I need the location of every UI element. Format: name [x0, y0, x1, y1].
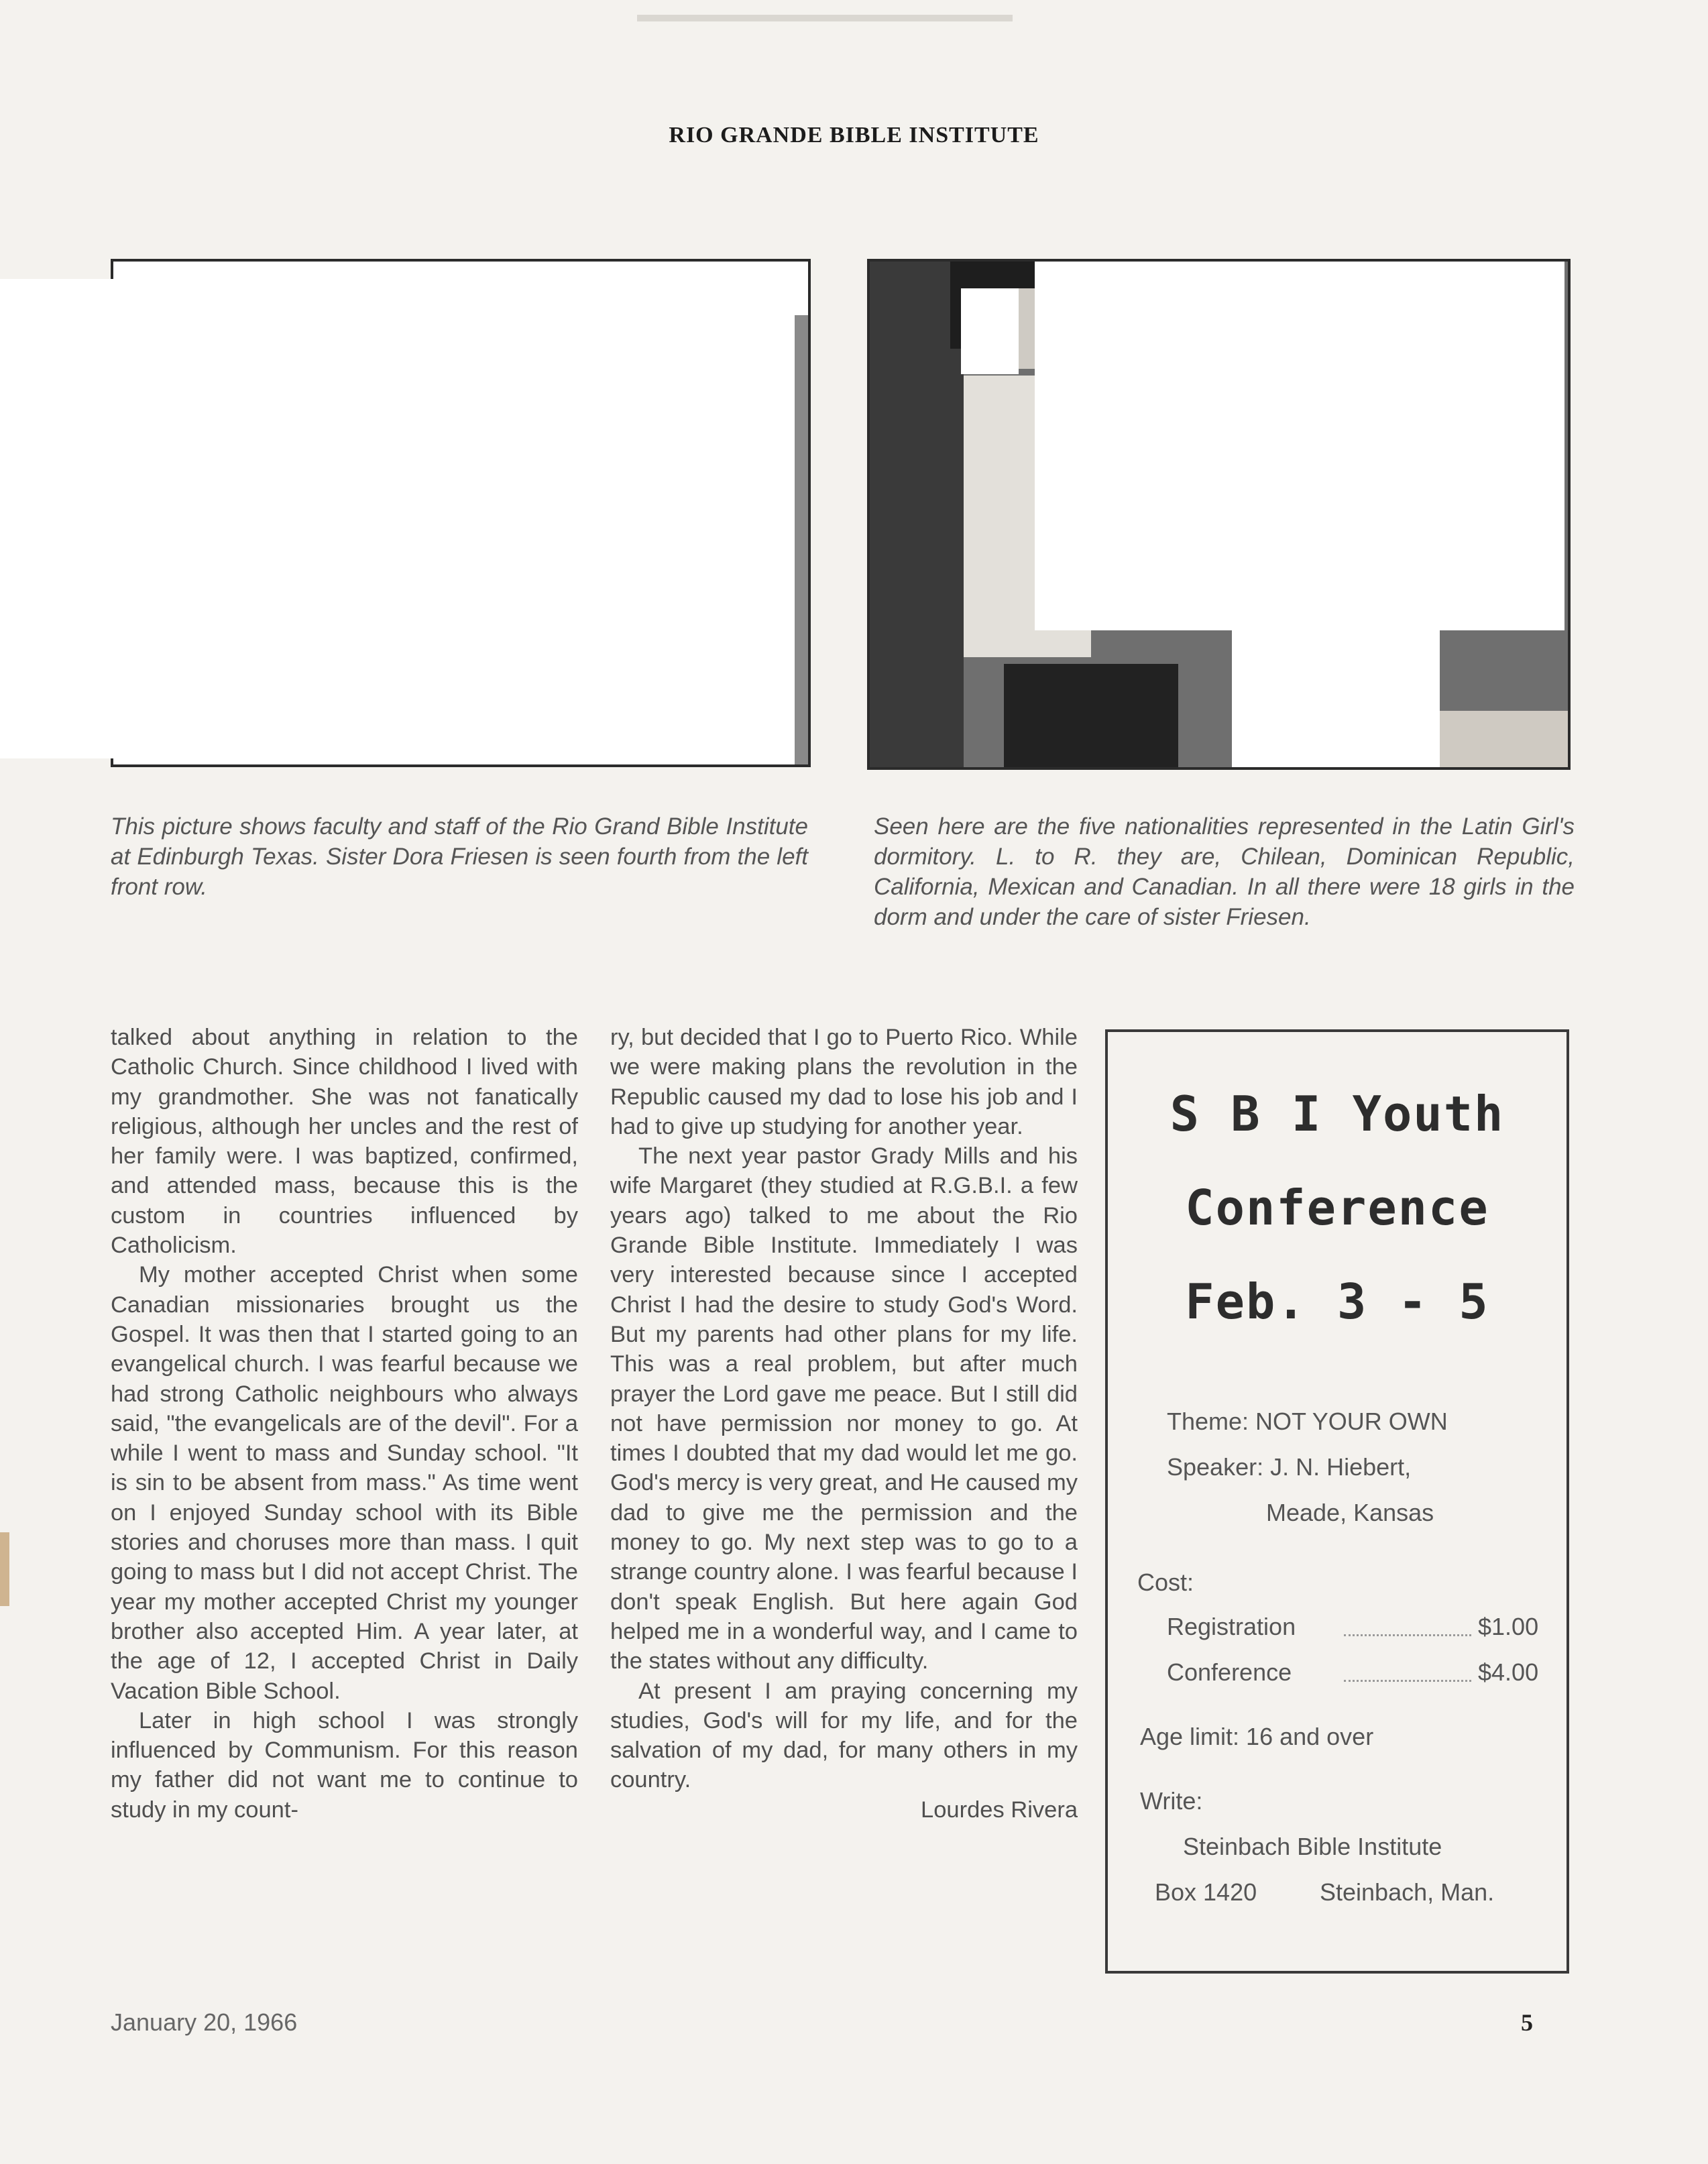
ad-organization: Steinbach Bible Institute — [1183, 1833, 1442, 1860]
redacted-region — [0, 279, 795, 758]
ad-city: Steinbach, Man. — [1320, 1878, 1495, 1906]
photo-legs — [1004, 664, 1178, 767]
ad-title-line-1: S B I Youth — [1170, 1086, 1505, 1142]
article-column-2 — [610, 1023, 1078, 1825]
article-paragraph: Later in high school I was strongly influenced by Communism. For this reason my father did not want me to continue to study in my count- — [111, 1707, 578, 1823]
article-paragraph: ry, but decided that I go to Puerto Rico. While we were making plans the revolution in the Republic caused my dad to lose his job and I had to give up studying for another year. — [610, 1025, 1078, 1139]
redacted-region — [961, 288, 1019, 374]
ad-registration-price: $1.00 — [1478, 1613, 1539, 1640]
page-number: 5 — [1521, 2009, 1533, 2036]
article-column-1 — [111, 1023, 578, 1825]
ad-speaker: Speaker: J. N. Hiebert, — [1167, 1453, 1412, 1481]
article-paragraph: At present I am praying concerning my studies, God's will for my life, and for the salvation of my dad, for many others in my country. — [610, 1678, 1078, 1793]
youth-conference-ad — [1105, 1029, 1569, 1974]
ad-write-label: Write: — [1140, 1787, 1203, 1815]
left-photo-caption: This picture shows faculty and staff of the Rio Grand Bible Institute at Edinburgh Texas. Sister Dora Friesen is seen fourth from the left front row. — [111, 813, 808, 900]
photo-background-dark — [870, 262, 964, 767]
photo-ground — [1433, 711, 1568, 767]
article-paragraph: The next year pastor Grady Mills and his wife Margaret (they studied at R.G.B.I. a few years ago) talked to me about the Rio Grande Bible Institute. Immediately I was very interested because since I accepted Christ I had the desire to study God's Word. But my parents had other plans for my life. This was a real problem, but after much prayer the Lord gave me peace. But I still did not have permission nor money to go. At times I doubted that my dad would let me go. God's mercy is very great, and He caused my dad to give me the permission and the money to go. My next step was to go to a strange country alone. I was fearful because I don't speak English. But here again God helped me in a wonderful way, and I came to the states without any difficulty. — [610, 1143, 1078, 1674]
article-paragraph: My mother accepted Christ when some Canadian missionaries brought us the Gospel. It was then that I started going to an evangelical church. I was fearful because we had strong Catholic neighbours who always said, "the evangelicals are of the devil". For a while I went to mass and Sunday school. "It is sin to be absent from mass." As time went on I enjoyed Sunday school with its Bible stories and choruses more than mass. I quit going to mass but I did not accept Christ. The year my mother accepted Christ my younger brother also accepted Him. A year later, at the age of 12, I accepted Christ in Daily Vacation Bible School. — [111, 1262, 578, 1704]
issue-date: January 20, 1966 — [111, 2008, 298, 2036]
scan-artifact-left — [0, 1532, 9, 1606]
ad-cost-label: Cost: — [1137, 1569, 1194, 1596]
leader-dots — [1344, 1634, 1471, 1636]
ad-age-limit: Age limit: 16 and over — [1140, 1723, 1374, 1750]
right-photo-caption: Seen here are the five nationalities represented in the Latin Girl's dormitory. L. to R. they are, Chilean, Dominican Republic, California, Mexican and Canadian. In all there were 18 girls in the dorm and under the care of sister Friesen. — [874, 813, 1575, 930]
ad-theme: Theme: NOT YOUR OWN — [1167, 1408, 1448, 1435]
scan-artifact-top — [637, 15, 1013, 21]
redacted-region — [1035, 262, 1564, 630]
ad-title-line-2: Conference — [1185, 1180, 1489, 1236]
ad-speaker-location: Meade, Kansas — [1266, 1499, 1434, 1526]
dormitory-girls-photo — [867, 259, 1571, 770]
article-author: Lourdes Rivera — [921, 1797, 1078, 1823]
redacted-region — [1232, 630, 1440, 767]
article-paragraph: talked about anything in relation to the Catholic Church. Since childhood I lived with my grandmother. She was not fanatically religious, although her uncles and the rest of her family were. I was baptized, confirmed, and attended mass, because this is the custom in countries influenced by Catholicism. — [111, 1025, 578, 1259]
ad-registration-label: Registration — [1167, 1613, 1296, 1640]
ad-conference-price: $4.00 — [1478, 1658, 1539, 1686]
ad-box-number: Box 1420 — [1155, 1878, 1257, 1906]
page-header: RIO GRANDE BIBLE INSTITUTE — [669, 123, 1039, 148]
leader-dots — [1344, 1680, 1471, 1682]
ad-date: Feb. 3 - 5 — [1185, 1273, 1489, 1330]
ad-conference-label: Conference — [1167, 1658, 1292, 1686]
